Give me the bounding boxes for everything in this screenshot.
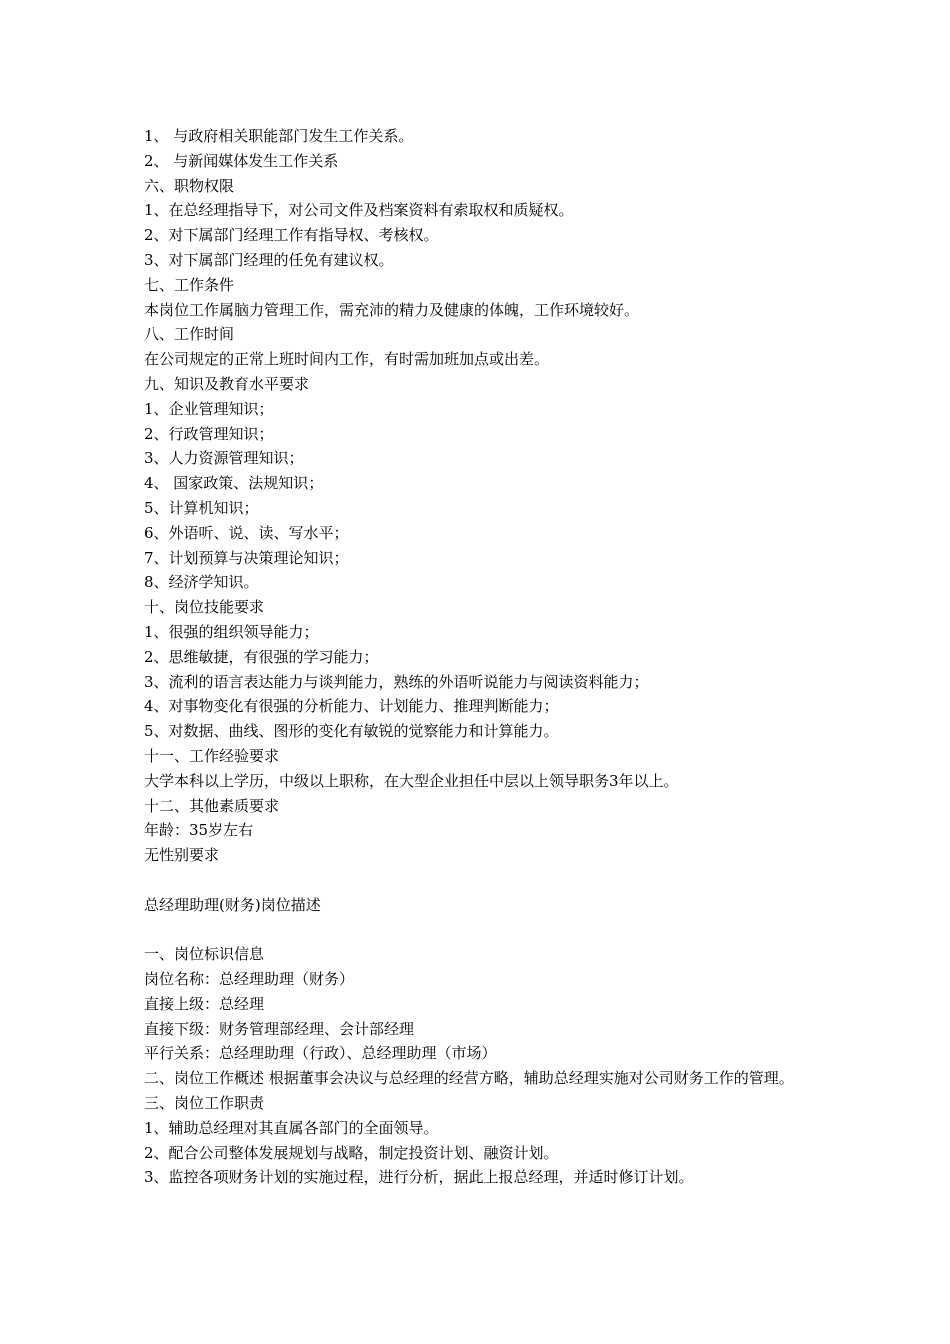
document-line: 4、对事物变化有很强的分析能力、计划能力、推理判断能力； — [144, 697, 559, 716]
document-line: 2、对下属部门经理工作有指导权、考核权。 — [144, 226, 439, 245]
document-heading: 总经理助理(财务)岗位描述 — [144, 895, 321, 914]
document-section-duties — [144, 1091, 824, 1190]
document-line: 十二、其他素质要求 — [144, 796, 280, 815]
document-line: 1、辅助总经理对其直属各部门的全面领导。 — [144, 1118, 439, 1137]
document-line: 1、 与政府相关职能部门发生工作关系。 — [144, 127, 414, 145]
document-line: 在公司规定的正常上班时间内工作，有时需加班加点或出差。 — [144, 350, 550, 369]
document-line: 1、很强的组织领导能力； — [144, 622, 319, 641]
document-line: 直接上级：总经理 — [144, 994, 265, 1013]
document-line: 2、思维敏捷，有很强的学习能力； — [144, 647, 379, 666]
document-line: 平行关系：总经理助理（行政）、总经理助理（市场） — [144, 1044, 497, 1063]
document-line: 八、工作时间 — [144, 325, 235, 344]
document-line: 大学本科以上学历，中级以上职称，在大型企业担任中层以上领导职务3年以上。 — [144, 771, 679, 790]
document-line: 3、对下属部门经理的任免有建议权。 — [144, 250, 394, 269]
document-line: 7、计划预算与决策理论知识； — [144, 548, 349, 567]
document-line: 2、行政管理知识； — [144, 424, 274, 443]
document-line: 3、流利的语言表达能力与谈判能力，熟练的外语听说能力与阅读资料能力； — [144, 672, 649, 691]
document-line: 6、外语听、说、读、写水平； — [144, 523, 349, 542]
document-line: 直接下级：财务管理部经理、会计部经理 — [144, 1019, 415, 1038]
document-page — [144, 124, 824, 1190]
document-line: 8、经济学知识。 — [144, 573, 259, 592]
document-line: 无性别要求 — [144, 846, 220, 865]
document-line: 3、人力资源管理知识； — [144, 449, 304, 468]
document-line: 岗位名称：总经理助理（财务） — [144, 970, 355, 989]
document-line: 本岗位工作属脑力管理工作，需充沛的精力及健康的体魄，工作环境较好。 — [144, 300, 640, 319]
document-line: 十、岗位技能要求 — [144, 598, 265, 617]
document-line: 七、工作条件 — [144, 275, 235, 294]
document-section-previous-job — [144, 124, 824, 868]
document-line: 5、对数据、曲线、图形的变化有敏锐的觉察能力和计算能力。 — [144, 722, 559, 741]
document-line: 1、在总经理指导下，对公司文件及档案资料有索取权和质疑权。 — [144, 201, 574, 220]
document-line: 九、知识及教育水平要求 — [144, 374, 310, 393]
document-line: 年龄：35岁左右 — [144, 821, 254, 840]
overview-paragraph: 二、岗位工作概述 根据董事会决议与总经理的经营方略，辅助总经理实施对公司财务工作的管理。 — [144, 1069, 794, 1088]
blank-line — [144, 918, 824, 943]
blank-line — [144, 868, 824, 893]
document-line: 3、监控各项财务计划的实施过程，进行分析，据此上报总经理，并适时修订计划。 — [144, 1168, 694, 1187]
document-line: 2、 与新闻媒体发生工作关系 — [144, 151, 339, 170]
document-line: 一、岗位标识信息 — [144, 945, 265, 964]
document-section-identification — [144, 942, 824, 1066]
document-line: 4、 国家政策、法规知识； — [144, 474, 324, 493]
document-line: 1、企业管理知识； — [144, 399, 274, 418]
document-line: 六、职物权限 — [144, 176, 235, 195]
document-line: 5、计算机知识； — [144, 498, 259, 517]
document-line: 2、配合公司整体发展规划与战略，制定投资计划、融资计划。 — [144, 1143, 559, 1162]
document-line: 十一、工作经验要求 — [144, 746, 280, 765]
document-line: 三、岗位工作职责 — [144, 1094, 265, 1113]
